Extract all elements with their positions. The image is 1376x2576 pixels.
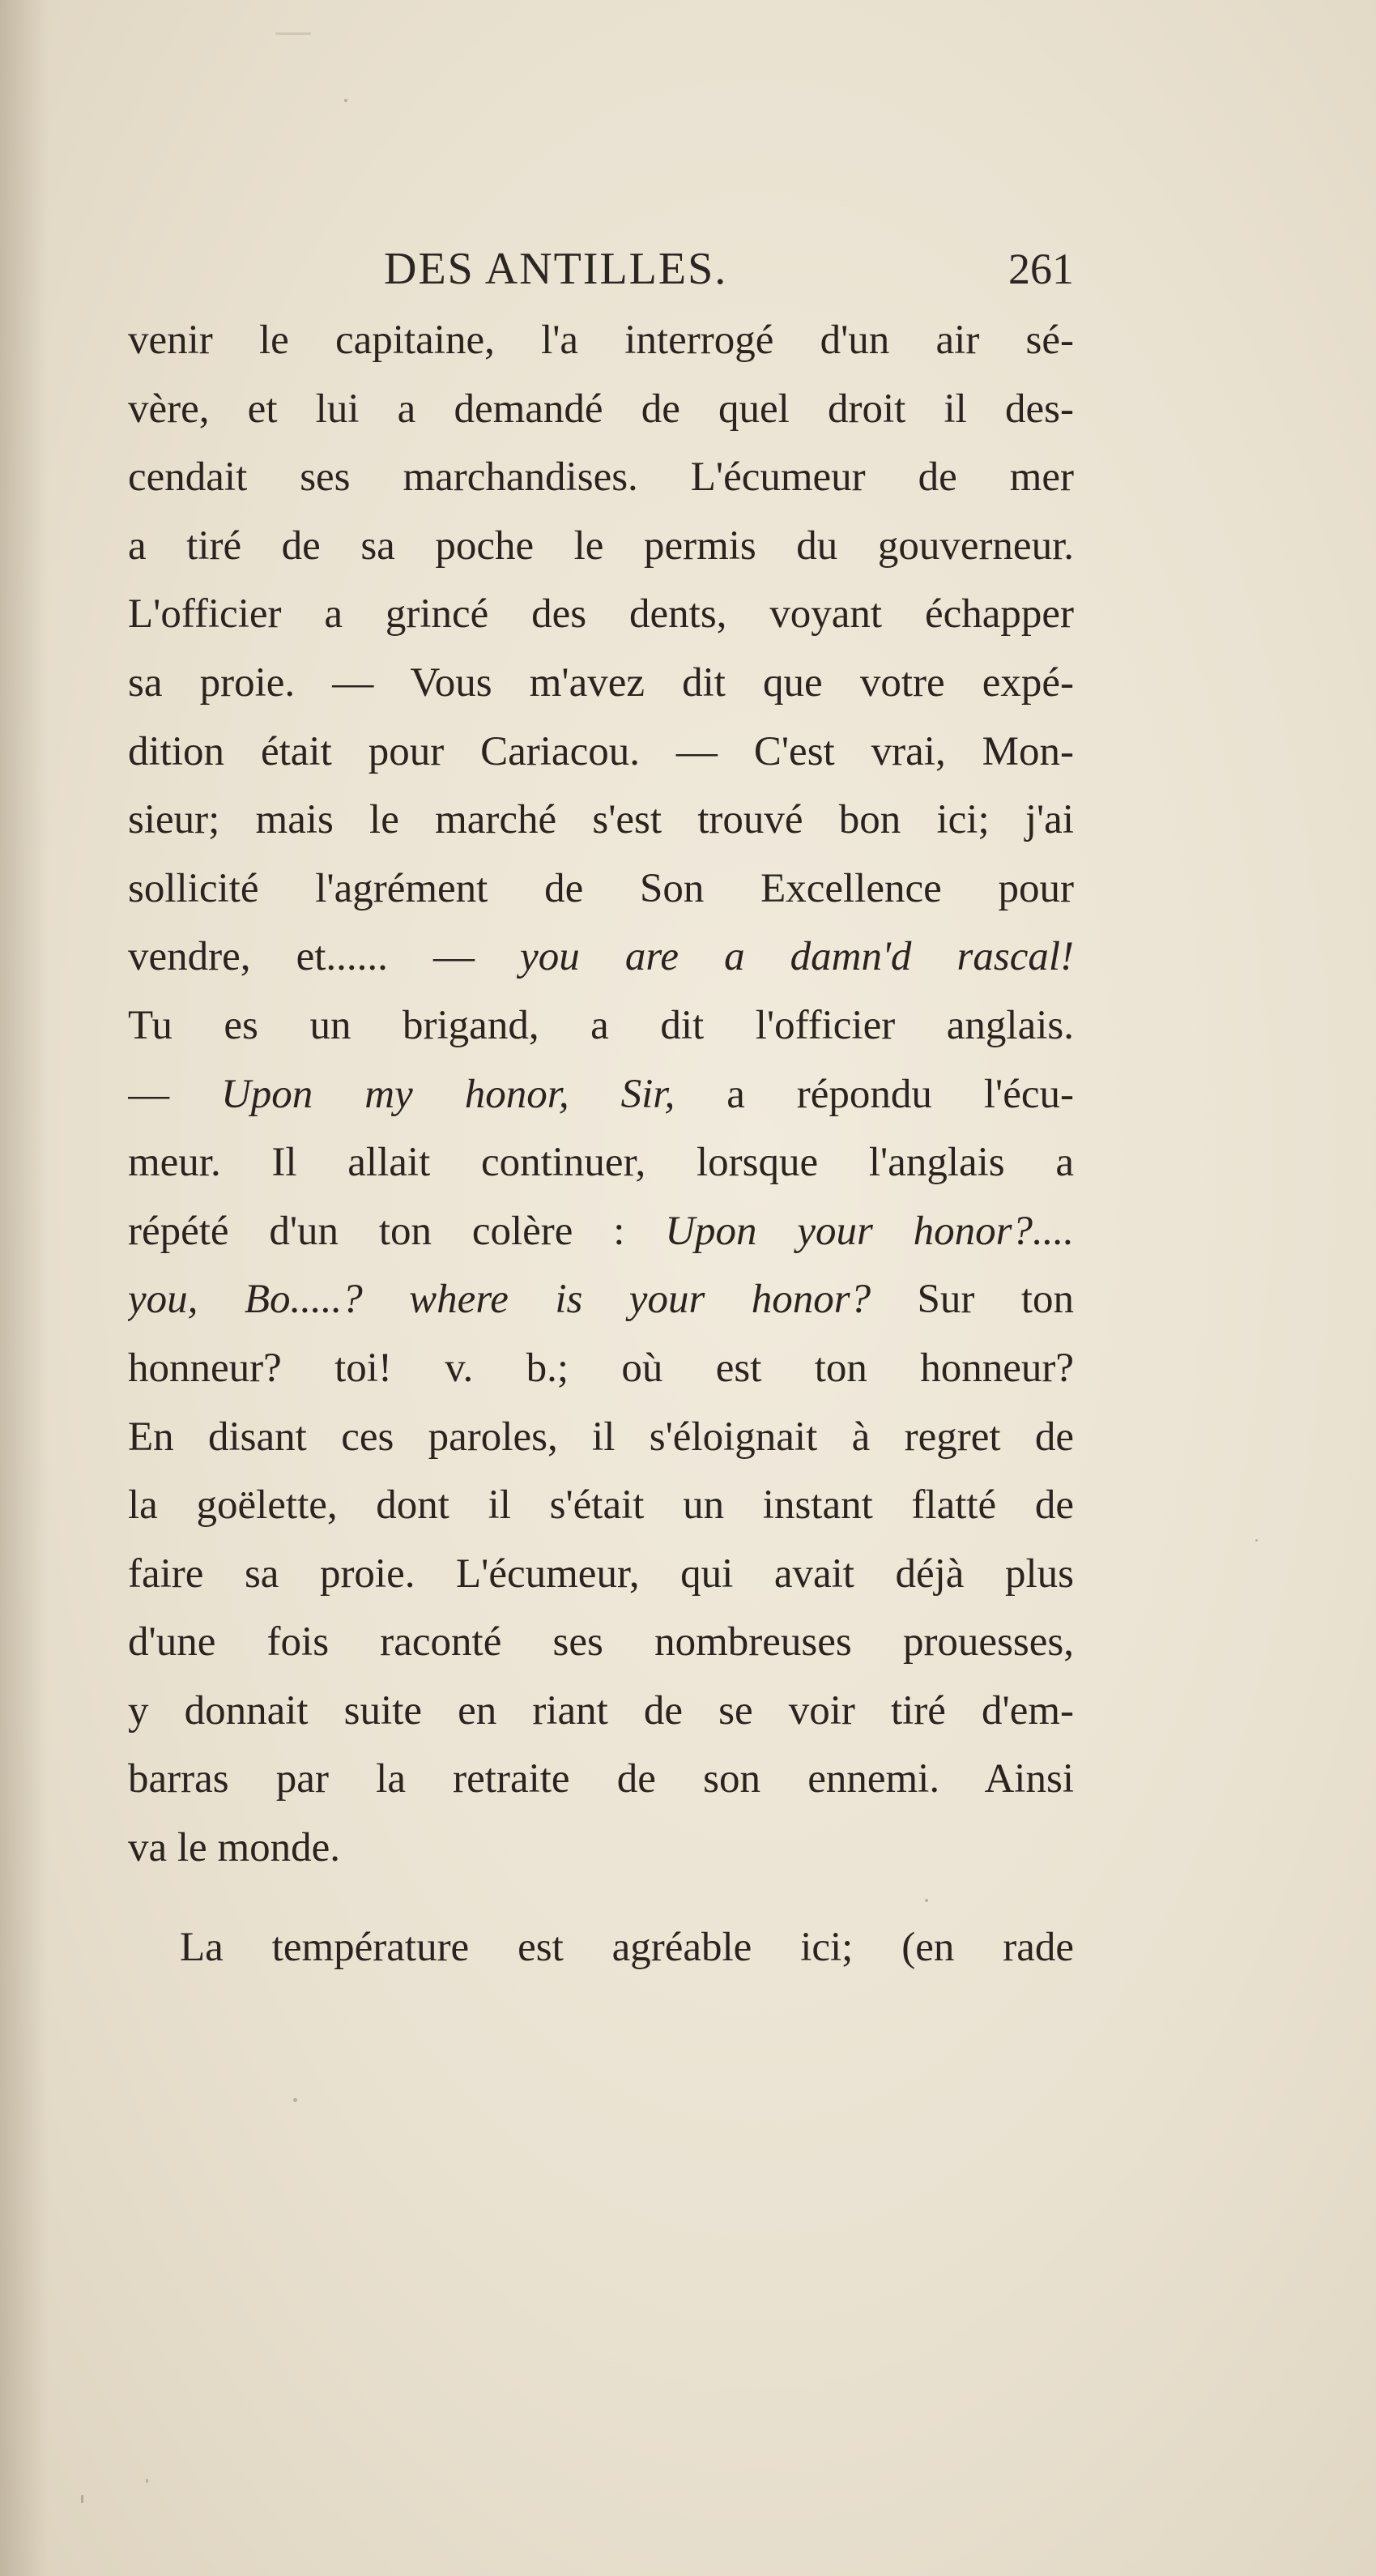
text-line [128, 1060, 1074, 1129]
paragraph-gap [128, 1883, 1074, 1913]
text-line [128, 786, 1074, 855]
text-line [128, 1913, 1074, 1982]
text-run: d'une fois raconté ses nombreuses prouesses, [128, 1619, 1074, 1665]
text-line [128, 1540, 1074, 1609]
running-header [128, 237, 1074, 301]
text-line [128, 1265, 1074, 1334]
text-run: L'officier a grincé des dents, voyant échapper [128, 591, 1074, 638]
text-line [128, 1334, 1074, 1403]
body-text [128, 306, 1074, 1981]
text-line [128, 1677, 1074, 1746]
paper-speck [146, 2479, 148, 2483]
text-run: y donnait suite en riant de se voir tiré d'em- [128, 1687, 1074, 1734]
text-line [128, 1814, 1074, 1883]
text-line [128, 1128, 1074, 1197]
text-line [128, 718, 1074, 787]
text-run: a répondu l'écu- [675, 1071, 1074, 1117]
text-run: répété d'un ton colère : [128, 1208, 666, 1254]
text-line [128, 306, 1074, 375]
page-number: 261 [1008, 245, 1074, 293]
text-run: la goëlette, dont il s'était un instant flatté de [128, 1482, 1074, 1529]
text-line [128, 1403, 1074, 1472]
text-line [128, 855, 1074, 923]
running-title: DES ANTILLES. [384, 244, 728, 294]
text-line [128, 512, 1074, 581]
text-run: meur. Il allait continuer, lorsque l'anglais a [128, 1140, 1074, 1186]
text-run: barras par la retraite de son ennemi. Ainsi [128, 1756, 1074, 1802]
text-line [128, 1608, 1074, 1677]
paper-speck [344, 99, 347, 102]
text-run: sieur; mais le marché s'est trouvé bon ici; j'ai [128, 797, 1074, 843]
text-run: En disant ces paroles, il s'éloignait à regret de [128, 1414, 1074, 1460]
text-line [128, 1471, 1074, 1540]
text-line [128, 375, 1074, 444]
text-run: a tiré de sa poche le permis du gouverneur. [128, 522, 1074, 569]
text-run: sa proie. — Vous m'avez dit que votre expé- [128, 659, 1074, 706]
text-run: — [128, 1071, 221, 1117]
italic-text-run: Upon my honor, Sir, [220, 1071, 675, 1117]
text-run: vère, et lui a demandé de quel droit il des- [128, 386, 1074, 432]
text-run: venir le capitaine, l'a interrogé d'un air sé- [128, 318, 1074, 363]
paper-speck [293, 2098, 297, 2102]
text-run: Tu es un brigand, a dit l'officier anglais. [128, 1002, 1074, 1048]
text-run: La température est agréable ici; (en rade [180, 1924, 1074, 1970]
text-line [128, 923, 1074, 992]
text-run: faire sa proie. L'écumeur, qui avait déjà plus [128, 1550, 1074, 1597]
text-run: honneur? toi! v. b.; où est ton honneur? [128, 1345, 1074, 1391]
text-run: cendait ses marchandises. L'écumeur de mer [128, 454, 1074, 501]
text-run: dition était pour Cariacou. — C'est vrai, Mon- [128, 728, 1074, 774]
italic-text-run: you, Bo.....? where is your honor? [128, 1277, 871, 1323]
text-line [128, 443, 1074, 512]
text-run: vendre, et...... — [128, 934, 521, 980]
gutter-shadow [0, 0, 49, 2576]
paper-speck [275, 32, 311, 35]
italic-text-run: Upon your honor?.... [665, 1208, 1074, 1254]
text-run: va le monde. [128, 1825, 340, 1871]
text-line [128, 1197, 1074, 1266]
paper-speck [1255, 1539, 1258, 1542]
text-run: Sur ton [871, 1277, 1074, 1323]
text-line [128, 992, 1074, 1060]
text-line [128, 649, 1074, 718]
text-line [128, 1745, 1074, 1814]
text-line [128, 580, 1074, 649]
italic-text-run: you are a damn'd rascal! [520, 934, 1074, 980]
paper-speck [81, 2495, 83, 2503]
text-run: sollicité l'agrément de Son Excellence pour [128, 865, 1074, 911]
